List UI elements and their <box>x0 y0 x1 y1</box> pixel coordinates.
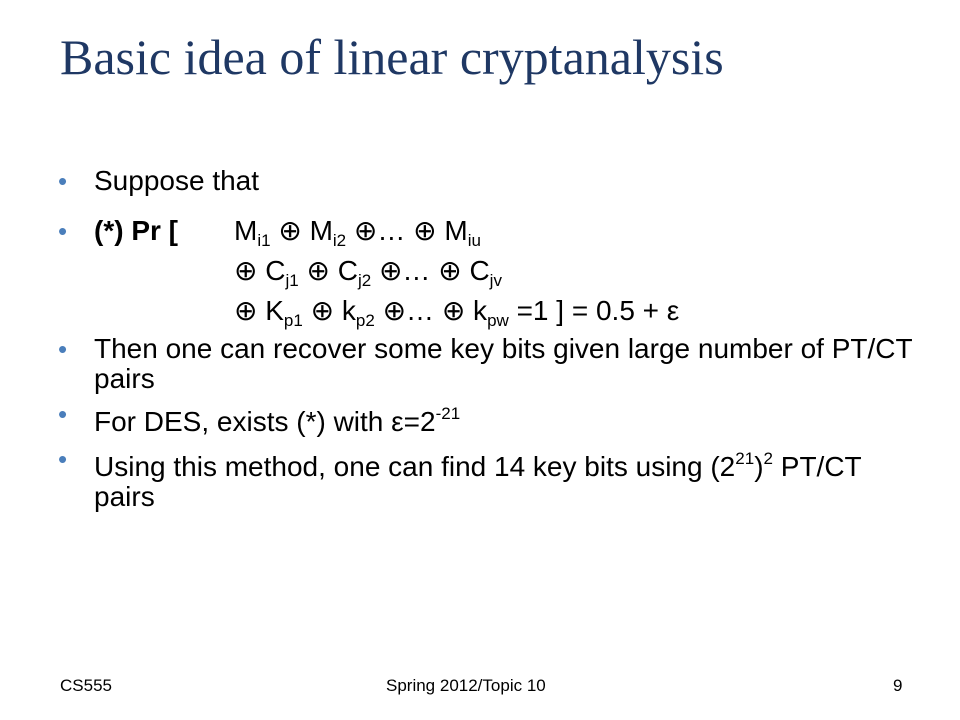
bullet-text: Then one can recover some key bits given large number of PT/CT pairs <box>94 333 913 394</box>
bullet-text: Suppose that <box>94 165 260 196</box>
bullet-dot-icon: • <box>58 216 68 246</box>
bullet-method <box>58 444 914 512</box>
bullet-dot-icon: • <box>58 166 68 196</box>
bullet-probability <box>58 216 954 336</box>
bullet-suppose <box>58 166 259 196</box>
bullet-text: For DES, exists (*) with $\varepsilon=2^{-21}$ <box>94 404 461 437</box>
bullet-recover <box>58 334 914 394</box>
bullet-dot-icon: • <box>58 399 68 429</box>
slide-title: Basic idea of linear cryptanalysis <box>60 29 724 85</box>
equation-line-2: ⊕ $C_{j1}$ ⊕ $C_{j2}$ ⊕… ⊕ $C_{jv}$ <box>234 255 502 290</box>
footer-topic: Spring 2012/Topic 10 <box>386 676 546 695</box>
bullet-des <box>58 399 460 437</box>
pr-label: (*) Pr [ <box>94 215 178 246</box>
equation-line-1: $M_{i1}$ ⊕ $M_{i2}$ ⊕… ⊕ $M_{iu}$ <box>234 215 481 250</box>
footer-course: CS555 <box>60 676 112 695</box>
bullet-dot-icon: • <box>58 444 68 474</box>
pr-line-1 <box>94 216 954 256</box>
bullet-dot-icon: • <box>58 334 68 364</box>
equation-line-3: ⊕ $K_{p1}$ ⊕ $k_{p2}$ ⊕… ⊕ $k_{pw} =1$ ] = 0.5 + ε <box>234 295 680 330</box>
bullet-text: Using this method, one can find 14 key bits using $(2^{21})^2$ PT/CT pairs <box>94 449 862 512</box>
footer-page-number: 9 <box>893 676 903 695</box>
